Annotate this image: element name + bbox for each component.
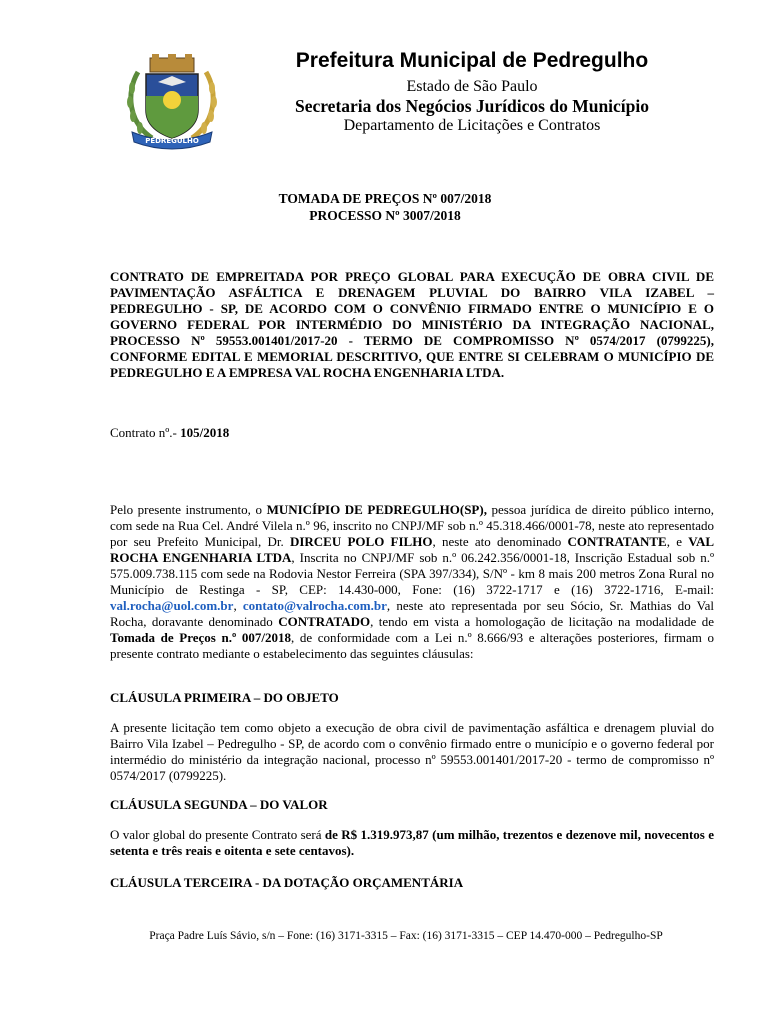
intro-text: Pelo presente instrumento, o	[110, 502, 267, 517]
contract-value: de R$ 1.319.973,87 (um milhão, trezentos e dezenove mil, novecentos e setenta e três reais e oitenta e sete centavos).	[110, 827, 714, 858]
state-name: Estado de São Paulo	[406, 78, 538, 95]
clause-2-heading: CLÁUSULA SEGUNDA – DO VALOR	[110, 797, 328, 812]
clause-2-intro: O valor global do presente Contrato será	[110, 827, 325, 842]
contract-number	[110, 425, 714, 441]
municipal-crest-logo	[118, 52, 226, 150]
contract-number-label: Contrato nº.-	[110, 425, 181, 440]
secretariat-name: Secretaria dos Negócios Jurídicos do Município	[294, 96, 650, 116]
intro-text: , de conformidade com a Lei n.º 8.666/93 e alterações posteriores, firmam o presente contrato mediante o estabelecimento das seguintes cláusulas:	[110, 630, 714, 661]
contracted-role: CONTRATADO	[278, 614, 371, 629]
mayor-name: DIRCEU POLO FILHO	[289, 534, 433, 549]
tender-number: TOMADA DE PREÇOS Nº 007/2018	[278, 191, 492, 206]
contractor-role: CONTRATANTE	[567, 534, 667, 549]
email-link-valrocha[interactable]: contato@valrocha.com.br	[242, 598, 387, 613]
intro-text: ,	[233, 598, 243, 613]
clause-3-heading: CLÁUSULA TERCEIRA - DA DOTAÇÃO ORÇAMENTÁRIA	[110, 875, 464, 890]
department-name: Departamento de Licitações e Contratos	[343, 117, 601, 134]
tender-reference: Tomada de Preços n.º 007/2018	[110, 630, 291, 645]
contract-number-value: 105/2018	[180, 425, 230, 440]
intro-text: pessoa jurídica de direito público interno, com sede na Rua Cel. André Vilela n.º 96, inscrito no CNPJ/MF sob n.º 45.318.466/0001-78, neste ato representado por seu Prefeito Municipal, Dr.	[110, 502, 715, 549]
intro-text: , Inscrita no CNPJ/MF sob n.º 06.242.356/0001-18, Inscrição Estadual sob n.º 575.009.738.115 com sede na Rodovia Nestor Ferreira (SPA 397/334), S/Nº - km 8 mais 200 metros Zona Rural no Município de Restinga - SP, CEP: 14.430-000, Fone: (16) 3722-1717 e (16) 3722-1716, E-mail:	[110, 550, 714, 597]
email-link-uol[interactable]: val.rocha@uol.com.br	[110, 598, 234, 613]
contract-title: CONTRATO DE EMPREITADA POR PREÇO GLOBAL PARA EXECUÇÃO DE OBRA CIVIL DE PAVIMENTAÇÃO ASFÁLTICA E DRENAGEM PLUVIAL DO BAIRRO VILA IZABEL – PEDREGULHO - SP, DE ACORDO COM O CONVÊNIO FIRMADO ENTRE O MUNICÍPIO E O GOVERNO FEDERAL POR INTERMÉDIO DO MINISTÉRIO DA INTEGRAÇÃO NACIONAL, PROCESSO Nº 59553.001401/2017-20 - TERMO DE COMPROMISSO Nº 0574/2017 (0799225), CONFORME EDITAL E MEMORIAL DESCRITIVO, QUE ENTRE SI CELEBRAM O MUNICÍPIO DE PEDREGULHO E A EMPRESA VAL ROCHA ENGENHARIA LTDA.	[110, 269, 714, 380]
page-footer-address: Praça Padre Luís Sávio, s/n – Fone: (16) 3171-3315 – Fax: (16) 3171-3315 – CEP 14.470-000 – Pedregulho-SP	[149, 930, 663, 942]
intro-text: , tendo em vista a homologação de licitação na modalidade de	[370, 614, 714, 629]
clause-1-text: A presente licitação tem como objeto a execução de obra civil de pavimentação asfáltica e drenagem pluvial do Bairro Vila Izabel – Pedregulho - SP, de acordo com o convênio firmado entre o município e o governo federal por intermédio do ministério da integração nacional, processo nº 59553.001401/2017-20 - termo de compromisso nº 0574/2017 (0799225).	[110, 720, 714, 783]
company-name: VAL ROCHA ENGENHARIA LTDA	[110, 534, 715, 565]
intro-text: , neste ato denominado	[432, 534, 568, 549]
clause-1-heading: CLÁUSULA PRIMEIRA – DO OBJETO	[110, 690, 339, 705]
tender-block	[0, 190, 770, 224]
process-number: PROCESSO Nº 3007/2018	[309, 208, 461, 223]
clause-2-text	[110, 827, 714, 859]
intro-paragraph	[110, 502, 714, 662]
intro-text: , e	[666, 534, 689, 549]
municipality-title: Prefeitura Municipal de Pedregulho	[295, 49, 649, 72]
intro-text: , neste ato representada por seu Sócio, Sr. Mathias do Val Rocha, doravante denominado	[110, 598, 714, 629]
party-municipality: MUNICÍPIO DE PEDREGULHO(SP),	[266, 502, 487, 517]
crest-ribbon-text: PEDREGULHO	[145, 137, 199, 145]
